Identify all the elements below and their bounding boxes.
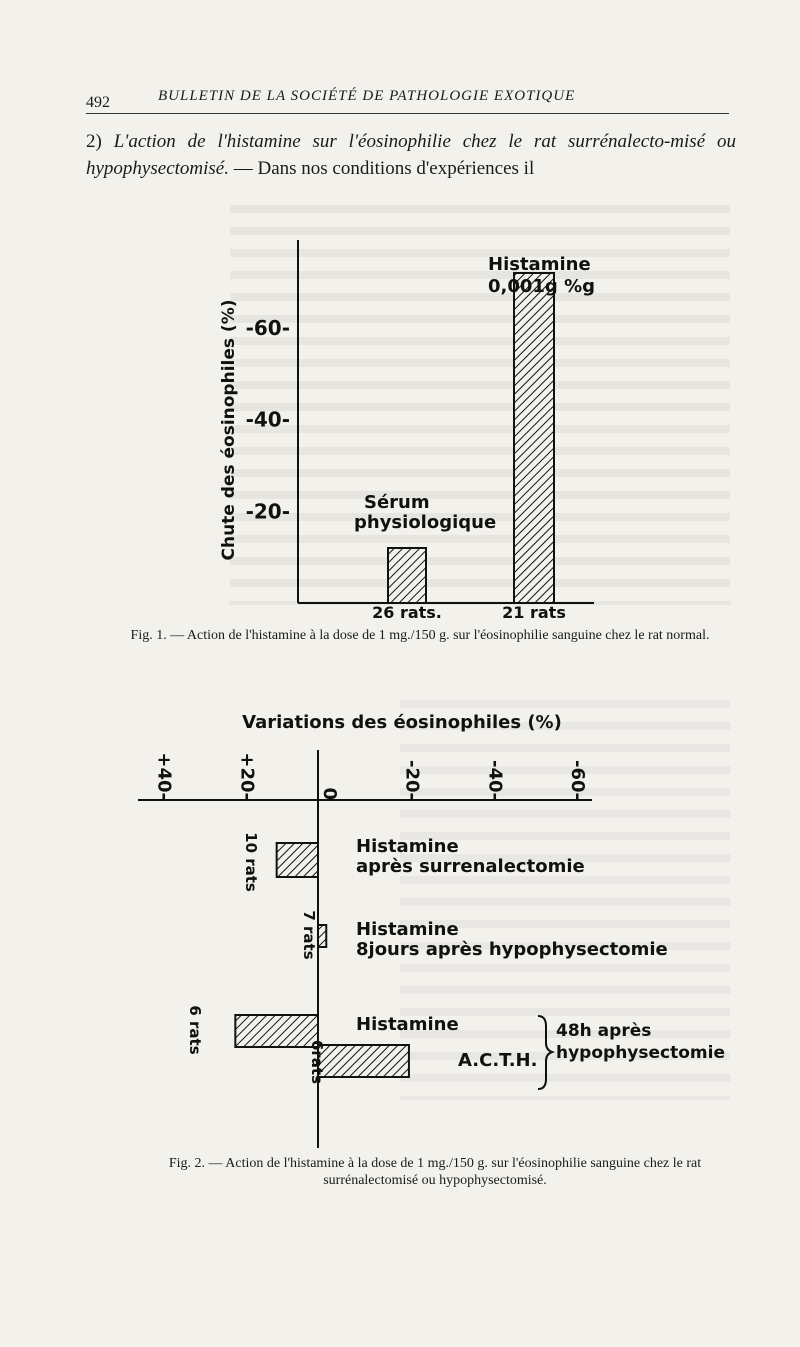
fig2-bar-label: 8jours après hypophysectomie bbox=[356, 939, 668, 960]
paragraph-number: 2) bbox=[86, 131, 102, 152]
fig2-tick-label: 0 bbox=[319, 787, 340, 800]
fig2-bar bbox=[318, 925, 326, 947]
paragraph-title: L'action de l'histamine sur l'éosinophilie chez le rat surrénalecto-misé ou hypophysectomisé. bbox=[86, 131, 736, 179]
fig2-bar-label: A.C.T.H. bbox=[458, 1050, 538, 1071]
fig2-bar-label: après surrenalectomie bbox=[356, 856, 585, 877]
figure-2-caption: Fig. 2. — Action de l'histamine à la dose de 1 mg./150 g. sur l'éosinophilie sanguine chez le rat surrénalectomisé ou hypophysectomisé. bbox=[168, 1156, 702, 1188]
figure-1-caption: Fig. 1. — Action de l'histamine à la dose de 1 mg./150 g. sur l'éosinophilie sanguine chez le rat normal. bbox=[130, 628, 710, 643]
fig2-rats-count: 10 rats bbox=[242, 832, 260, 892]
figure-2 bbox=[138, 712, 725, 1148]
fig2-bar bbox=[277, 843, 318, 877]
fig1-ticks bbox=[246, 316, 290, 523]
fig2-bracket bbox=[538, 1016, 552, 1089]
page-number: 492 bbox=[86, 94, 110, 111]
running-title: BULLETIN DE LA SOCIÉTÉ DE PATHOLOGIE EXOTIQUE bbox=[158, 88, 576, 104]
fig1-bar-label-dose: 0,001g %g bbox=[488, 276, 596, 297]
fig1-bar bbox=[514, 273, 554, 603]
paragraph-text: — Dans nos conditions d'expériences il bbox=[228, 158, 535, 179]
fig1-y-tick-label: -40- bbox=[245, 407, 290, 432]
fig2-bar bbox=[235, 1015, 318, 1047]
fig1-category-label: 21 rats bbox=[502, 603, 566, 622]
fig2-bar bbox=[318, 1045, 409, 1077]
fig1-bars bbox=[354, 254, 595, 622]
fig2-bracket-label-line1: 48h après bbox=[556, 1021, 652, 1041]
fig1-y-tick-label: -60- bbox=[245, 316, 290, 340]
fig1-bar-label-serum: Sérum bbox=[364, 492, 430, 513]
fig1-category-label: 26 rats. bbox=[372, 603, 442, 622]
fig2-bar-label: Histamine bbox=[356, 919, 459, 940]
fig2-bracket-label-line2: hypophysectomie bbox=[556, 1043, 725, 1063]
fig1-bar bbox=[388, 548, 426, 603]
fig2-rats-count: 6rats bbox=[308, 1039, 326, 1085]
fig2-tick-label: -20- bbox=[401, 760, 423, 800]
fig2-tick-label: +40- bbox=[153, 752, 175, 800]
fig2-bar-label: Histamine bbox=[356, 1014, 459, 1035]
fig2-bar-label: Histamine bbox=[356, 836, 459, 857]
fig2-rats-count: 6 rats bbox=[186, 1005, 204, 1055]
figure-1 bbox=[219, 240, 595, 622]
fig2-rats-count: 7 rats bbox=[300, 910, 318, 960]
fig1-bar-label-histamine: Histamine bbox=[488, 254, 591, 275]
fig1-y-tick-label: -20- bbox=[245, 499, 290, 524]
fig2-ticks bbox=[154, 752, 588, 800]
fig2-title: Variations des éosinophiles (%) bbox=[242, 712, 562, 733]
fig2-tick-label: +20- bbox=[236, 752, 258, 800]
fig1-y-axis-label: Chute des éosinophiles (%) bbox=[219, 299, 239, 561]
fig2-tick-label: -60- bbox=[567, 760, 588, 800]
fig1-bar-label-serum: physiologique bbox=[354, 512, 497, 533]
fig2-tick-label: -40- bbox=[484, 760, 506, 800]
